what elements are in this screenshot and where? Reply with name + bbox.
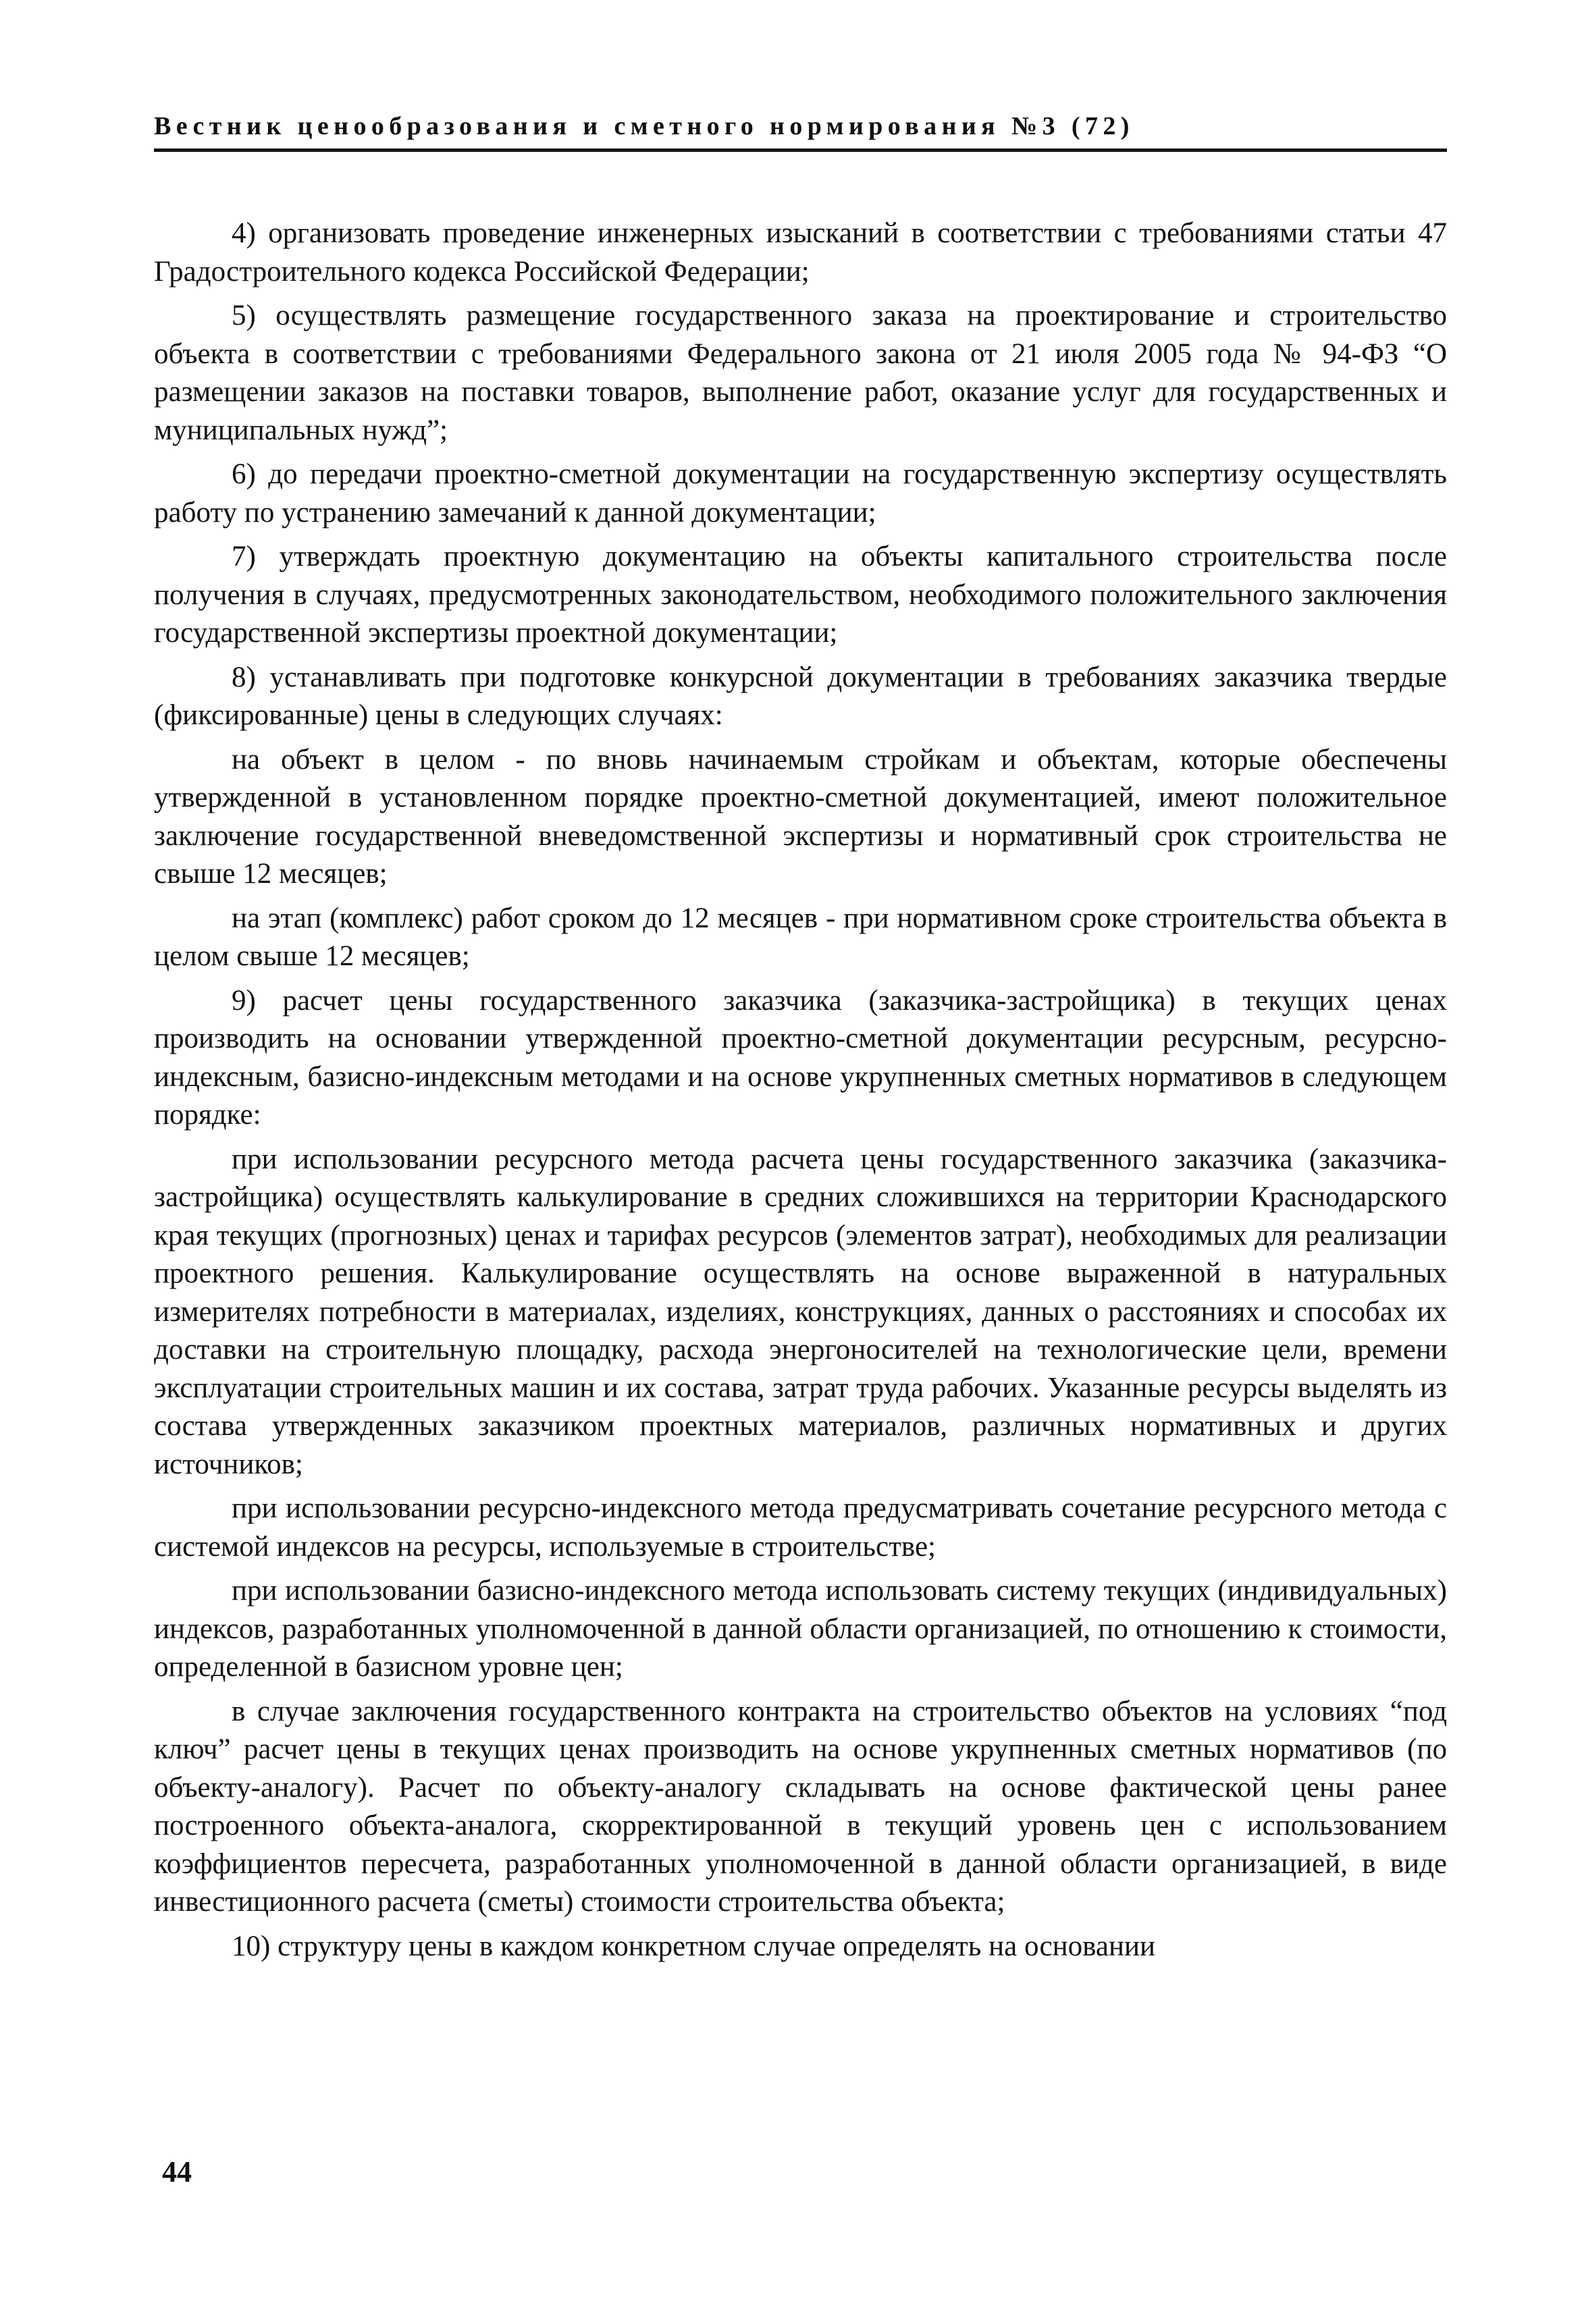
header-divider: [154, 148, 1447, 152]
paragraph-resource-method: при использовании ресурсного метода расчета цены государственного заказчика (заказчика-застройщика) осуществлять калькулирование в средних сложившихся на территории Краснодарского края текущих (прогнозных) ценах и тарифах ресурсов (элементов затрат), необходимых для реализации проектного решения. Калькулирование осуществлять на основе выраженной в натуральных измерителях потребности в материалах, изделиях, конструкциях, данных о расстояниях и способах их доставки на строительную площадку, расхода энергоносителей на технологические цели, времени эксплуатации строительных машин и их состава, затрат труда рабочих. Указанные ресурсы выделять из состава утвержденных заказчиком проектных материалов, различных нормативных и других источников;: [154, 1143, 1447, 1480]
paragraph-turnkey-contract: в случае заключения государственного контракта на строительство объектов на условиях “под ключ” расчет цены в текущих ценах производить на основе укрупненных сметных нормативов (по объекту-аналогу). Расчет по объекту-аналогу складывать на основе фактической цены ранее построенного объекта-аналога, скорректированной в текущий уровень цен с использованием коэффициентов пересчета, разработанных уполномоченной в данной области организацией, в виде инвестиционного расчета (сметы) стоимости строительства объекта;: [154, 1695, 1447, 1918]
paragraph-item-6: 6) до передачи проектно-сметной документации на государственную экспертизу осуществлять работу по устранению замечаний к данной документации;: [154, 458, 1447, 529]
paragraph-resource-index-method: при использовании ресурсно-индексного метода предусматривать сочетание ресурсного метода с системой индексов на ресурсы, используемые в строительстве;: [154, 1492, 1447, 1563]
paragraph-item-8: 8) устанавливать при подготовке конкурсной документации в требованиях заказчика твердые (фиксированные) цены в следующих случаях:: [154, 661, 1447, 731]
journal-title: Вестник ценообразования и сметного нормирования №3 (72): [154, 112, 1134, 140]
paragraph-item-5: 5) осуществлять размещение государственного заказа на проектирование и строительство объекта в соответствии с требованиями Федерального закона от 21 июля 2005 года № 94-ФЗ “О размещении заказов на поставки товаров, выполнение работ, оказание услуг для государственных и муниципальных нужд”;: [154, 300, 1447, 446]
running-header: [154, 109, 1447, 152]
paragraph-item-9: 9) расчет цены государственного заказчика (заказчика-застройщика) в текущих ценах производить на основании утвержденной проектно-сметной документации ресурсным, ресурсно-индексным, базисно-индексным методами и на основе укрупненных сметных нормативов в следующем порядке:: [154, 984, 1447, 1131]
page-number: 44: [162, 2155, 192, 2188]
main-text: [154, 215, 1447, 1972]
paragraph-item-7: 7) утверждать проектную документацию на объекты капитального строительства после получения в случаях, предусмотренных законодательством, необходимого положительного заключения государственной экспертизы проектной документации;: [154, 541, 1447, 649]
paragraph-item-10: 10) структуру цены в каждом конкретном случае определять на основании: [232, 1930, 1155, 1962]
paragraph-base-index-method: при использовании базисно-индексного метода использовать систему текущих (индивидуальных) индексов, разработанных уполномоченной в данной области организацией, по отношению к стоимости, определенной в базисном уровне цен;: [154, 1575, 1447, 1683]
paragraph-fixed-price-object: на объект в целом - по вновь начинаемым стройкам и объектам, которые обеспечены утвержденной в установленном порядке проектно-сметной документацией, имеют положительное заключение государственной вневедомственной экспертизы и нормативный срок строительства не свыше 12 месяцев;: [154, 743, 1447, 890]
paragraph-item-4: 4) организовать проведение инженерных изысканий в соответствии с требованиями статьи 47 Градостроительного кодекса Российской Федерации;: [154, 217, 1447, 288]
paragraph-fixed-price-stage: на этап (комплекс) работ сроком до 12 месяцев - при нормативном сроке строительства объекта в целом свыше 12 месяцев;: [154, 902, 1447, 972]
